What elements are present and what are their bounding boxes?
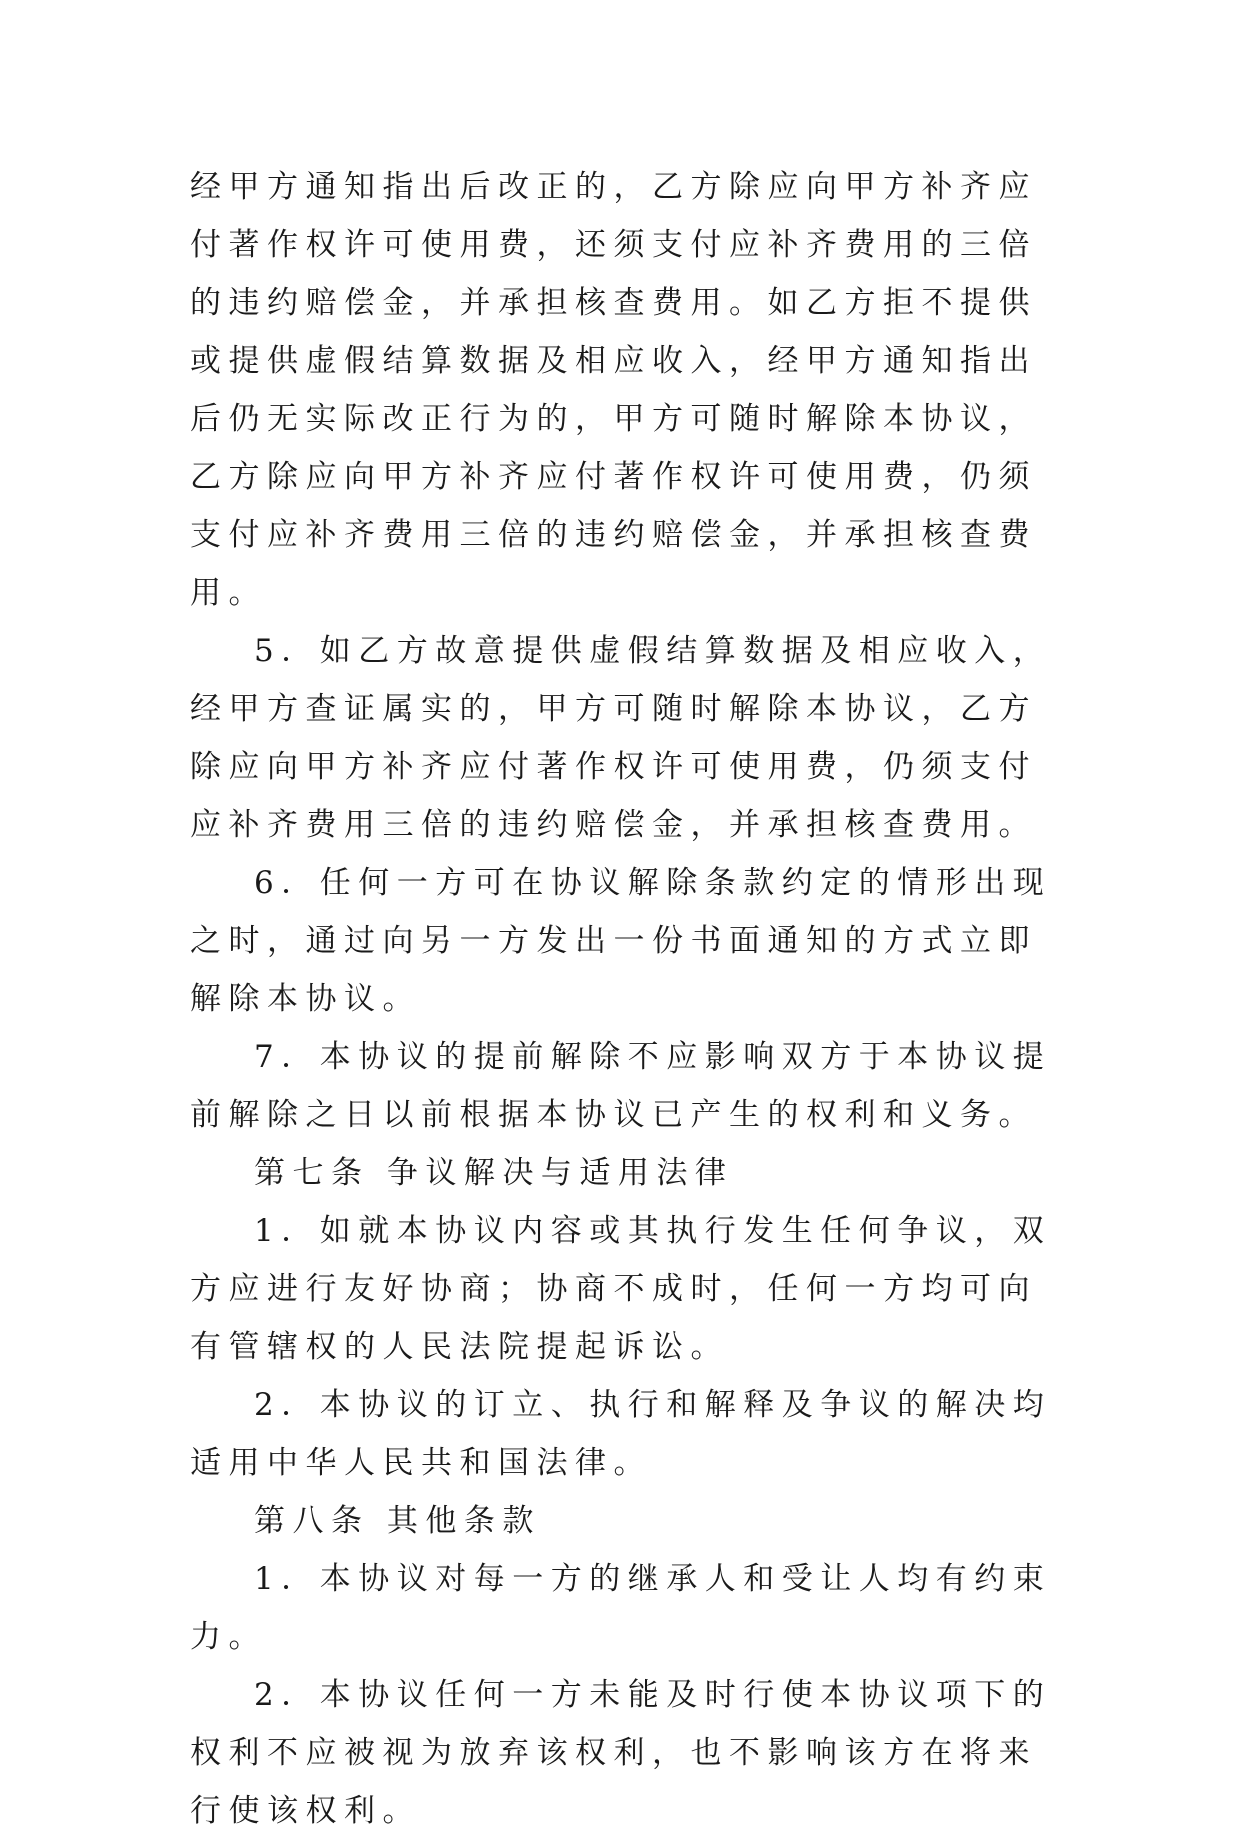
paragraph-clause-5: 5．如乙方故意提供虚假结算数据及相应收入，经甲方查证属实的，甲方可随时解除本协议，乙方除应向甲方补齐应付著作权许可使用费，仍须支付应补齐费用三倍的违约赔偿金，并承担核查费用。 [190,633,1052,843]
paragraph-article-8-item-2: 2．本协议任何一方未能及时行使本协议项下的权利不应被视为放弃该权利，也不影响该方在将来行使该权利。 [190,1677,1052,1829]
section-heading-article-7: 第七条 争议解决与适用法律 [254,1155,734,1191]
paragraph-continued-penalty: 经甲方通知指出后改正的，乙方除应向甲方补齐应付著作权许可使用费，还须支付应补齐费用的三倍的违约赔偿金，并承担核查费用。如乙方拒不提供或提供虚假结算数据及相应收入，经甲方通知指出后仍无实际改正行为的，甲方可随时解除本协议，乙方除应向甲方补齐应付著作权许可使用费，仍须支付应补齐费用三倍的违约赔偿金，并承担核查费用。 [190,169,1037,611]
paragraph-clause-7: 7．本协议的提前解除不应影响双方于本协议提前解除之日以前根据本协议已产生的权利和义务。 [190,1039,1052,1133]
paragraph-clause-6: 6．任何一方可在协议解除条款约定的情形出现之时，通过向另一方发出一份书面通知的方式立即解除本协议。 [190,865,1052,1017]
paragraph-article-7-item-2: 2．本协议的订立、执行和解释及争议的解决均适用中华人民共和国法律。 [190,1387,1052,1481]
paragraph-article-8-item-1: 1．本协议对每一方的继承人和受让人均有约束力。 [190,1561,1052,1655]
document-body [190,158,1070,1840]
paragraph-article-7-item-1: 1．如就本协议内容或其执行发生任何争议，双方应进行友好协商；协商不成时，任何一方均可向有管辖权的人民法院提起诉讼。 [190,1213,1052,1365]
section-heading-article-8: 第八条 其他条款 [254,1503,541,1539]
